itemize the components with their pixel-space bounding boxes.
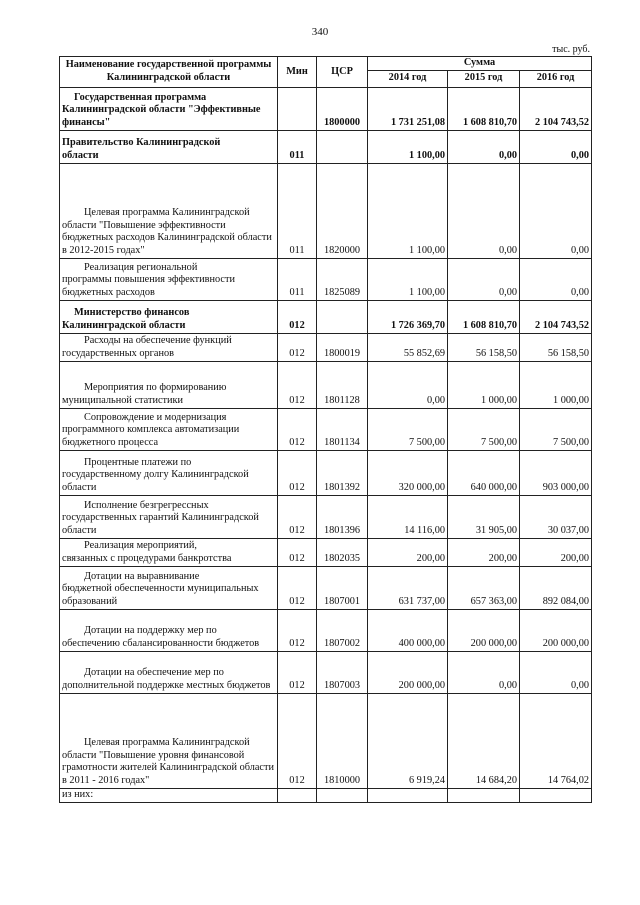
row-title-line: Исполнение безгрегрессных [84, 499, 209, 511]
name-cell [60, 87, 278, 130]
min-cell [278, 788, 317, 802]
name-cell [60, 450, 278, 495]
value-2016: 30 037,00 [520, 495, 592, 538]
table-row [60, 538, 592, 566]
value-2014: 400 000,00 [368, 609, 448, 651]
value-2014: 1 100,00 [368, 258, 448, 300]
value-2016: 14 764,02 [520, 693, 592, 788]
value-2014: 1 731 251,08 [368, 87, 448, 130]
value-2015: 1 000,00 [448, 361, 520, 408]
table-row [60, 566, 592, 609]
table-row [60, 408, 592, 450]
csr-cell: 1800000 [317, 87, 368, 130]
value-2015: 657 363,00 [448, 566, 520, 609]
csr-cell: 1802035 [317, 538, 368, 566]
value-2016: 892 084,00 [520, 566, 592, 609]
csr-cell: 1807003 [317, 651, 368, 693]
table-row [60, 651, 592, 693]
row-title-rest: Калининградской области [62, 320, 186, 331]
table-row [60, 495, 592, 538]
table-row [60, 450, 592, 495]
value-2014: 7 500,00 [368, 408, 448, 450]
page-number: 340 [311, 26, 329, 38]
name-cell [60, 566, 278, 609]
csr-cell: 1801396 [317, 495, 368, 538]
row-title-line: Дотации на выравнивание [84, 570, 200, 582]
min-cell: 011 [278, 163, 317, 258]
row-title-line: Целевая программа Калининградской [84, 737, 250, 749]
name-cell [60, 788, 278, 802]
csr-cell: 1820000 [317, 163, 368, 258]
value-2014: 200 000,00 [368, 651, 448, 693]
row-title-line: Мероприятия по формированию [84, 382, 227, 394]
value-2016: 2 104 743,52 [520, 300, 592, 333]
name-cell [60, 163, 278, 258]
csr-cell: 1807002 [317, 609, 368, 651]
value-2015: 1 608 810,70 [448, 300, 520, 333]
csr-cell: 1810000 [317, 693, 368, 788]
min-cell: 012 [278, 408, 317, 450]
row-title-rest: области "Повышение уровня финансовой грамотности жителей Калининградской области в 2011 - 2016 годах" [62, 749, 274, 786]
value-2014: 1 726 369,70 [368, 300, 448, 333]
value-2015: 14 684,20 [448, 693, 520, 788]
csr-cell: 1800019 [317, 333, 368, 361]
row-title-line: Министерство финансов [74, 307, 190, 319]
table-row [60, 788, 592, 802]
min-cell: 012 [278, 495, 317, 538]
row-title-line: Государственная программа [74, 91, 207, 103]
value-2016: 200,00 [520, 538, 592, 566]
row-title-rest: государственных органов [62, 348, 174, 359]
row-title-line: Целевая программа Калининградской [84, 207, 250, 219]
value-2015: 1 608 810,70 [448, 87, 520, 130]
value-2016: 56 158,50 [520, 333, 592, 361]
table-row [60, 333, 592, 361]
row-title-rest: государственному долгу Калининградской области [62, 469, 249, 493]
value-2014: 14 116,00 [368, 495, 448, 538]
table-row [60, 693, 592, 788]
header-2014: 2014 год [368, 70, 448, 87]
row-title-rest: муниципальной статистики [62, 395, 184, 406]
min-cell: 012 [278, 538, 317, 566]
row-title-rest: бюджетной обеспеченности муниципальных образований [62, 583, 259, 607]
value-2014 [368, 788, 448, 802]
min-cell: 012 [278, 651, 317, 693]
table-row [60, 130, 592, 163]
value-2016: 0,00 [520, 258, 592, 300]
csr-cell: 1801392 [317, 450, 368, 495]
value-2016: 7 500,00 [520, 408, 592, 450]
table-row [60, 300, 592, 333]
value-2014: 1 100,00 [368, 163, 448, 258]
row-title-line: Правительство Калининградской [62, 137, 221, 149]
value-2016: 1 000,00 [520, 361, 592, 408]
table-row [60, 258, 592, 300]
row-title-line: Сопровождение и модернизация [84, 411, 227, 423]
value-2016: 0,00 [520, 130, 592, 163]
row-title-line: Реализация мероприятий, [84, 540, 197, 552]
value-2016: 2 104 743,52 [520, 87, 592, 130]
csr-cell: 1825089 [317, 258, 368, 300]
min-cell: 012 [278, 566, 317, 609]
csr-cell [317, 300, 368, 333]
row-title-line: Процентные платежи по [84, 456, 192, 468]
row-title-rest: Калининградской области "Эффективные финансы" [62, 104, 261, 128]
value-2015: 0,00 [448, 258, 520, 300]
min-cell: 012 [278, 693, 317, 788]
name-cell [60, 495, 278, 538]
header-2015: 2015 год [448, 70, 520, 87]
csr-cell [317, 130, 368, 163]
min-cell: 012 [278, 361, 317, 408]
value-2014: 200,00 [368, 538, 448, 566]
table-row [60, 609, 592, 651]
value-2016: 903 000,00 [520, 450, 592, 495]
csr-cell [317, 788, 368, 802]
min-cell: 012 [278, 300, 317, 333]
value-2016: 0,00 [520, 163, 592, 258]
value-2014: 0,00 [368, 361, 448, 408]
name-cell [60, 130, 278, 163]
value-2014: 55 852,69 [368, 333, 448, 361]
min-cell: 012 [278, 609, 317, 651]
row-title-line: Расходы на обеспечение функций [84, 335, 232, 347]
row-title-rest: области [62, 150, 99, 161]
header-name: Наименование государственной программы Калининградской области [60, 57, 278, 88]
value-2014: 320 000,00 [368, 450, 448, 495]
row-title-line: Дотации на поддержку мер по [84, 625, 217, 637]
header-csr: ЦСР [317, 57, 368, 88]
row-title-rest: дополнительной поддержке местных бюджетов [62, 680, 271, 691]
name-cell [60, 693, 278, 788]
row-title-rest: программы повышения эффективности бюджетных расходов [62, 274, 235, 298]
value-2016: 0,00 [520, 651, 592, 693]
name-cell [60, 538, 278, 566]
header-sum: Сумма [368, 57, 592, 71]
header-2016: 2016 год [520, 70, 592, 87]
value-2016: 200 000,00 [520, 609, 592, 651]
row-title-line: Дотации на обеспечение мер по [84, 667, 224, 679]
value-2015: 31 905,00 [448, 495, 520, 538]
row-title-rest: из них: [62, 789, 94, 800]
value-2014: 6 919,24 [368, 693, 448, 788]
name-cell [60, 651, 278, 693]
csr-cell: 1801128 [317, 361, 368, 408]
value-2016 [520, 788, 592, 802]
row-title-rest: области "Повышение эффективности бюджетных расходов Калининградской области в 2012-2015 годах" [62, 219, 272, 256]
header-min: Мин [278, 57, 317, 88]
table-row [60, 87, 592, 130]
table-row [60, 361, 592, 408]
value-2014: 631 737,00 [368, 566, 448, 609]
value-2015: 56 158,50 [448, 333, 520, 361]
table-row [60, 163, 592, 258]
name-cell [60, 361, 278, 408]
min-cell: 012 [278, 333, 317, 361]
min-cell: 011 [278, 258, 317, 300]
name-cell [60, 300, 278, 333]
value-2015: 640 000,00 [448, 450, 520, 495]
row-title-line: Реализация региональной [84, 261, 198, 273]
value-2015: 7 500,00 [448, 408, 520, 450]
csr-cell: 1801134 [317, 408, 368, 450]
name-cell [60, 408, 278, 450]
value-2015: 0,00 [448, 651, 520, 693]
name-cell [60, 333, 278, 361]
unit-label: тыс. руб. [552, 44, 590, 55]
value-2014: 1 100,00 [368, 130, 448, 163]
name-cell [60, 609, 278, 651]
name-cell [60, 258, 278, 300]
row-title-rest: государственных гарантий Калининградской области [62, 512, 259, 536]
value-2015: 200 000,00 [448, 609, 520, 651]
row-title-rest: связанных с процедурами банкротства [62, 553, 232, 564]
budget-table [59, 56, 592, 803]
csr-cell: 1807001 [317, 566, 368, 609]
value-2015: 200,00 [448, 538, 520, 566]
min-cell: 012 [278, 450, 317, 495]
value-2015: 0,00 [448, 163, 520, 258]
value-2015 [448, 788, 520, 802]
row-title-rest: обеспечению сбалансированности бюджетов [62, 638, 260, 649]
min-cell: 011 [278, 130, 317, 163]
min-cell [278, 87, 317, 130]
row-title-rest: программного комплекса автоматизации бюджетного процесса [62, 424, 240, 448]
value-2015: 0,00 [448, 130, 520, 163]
